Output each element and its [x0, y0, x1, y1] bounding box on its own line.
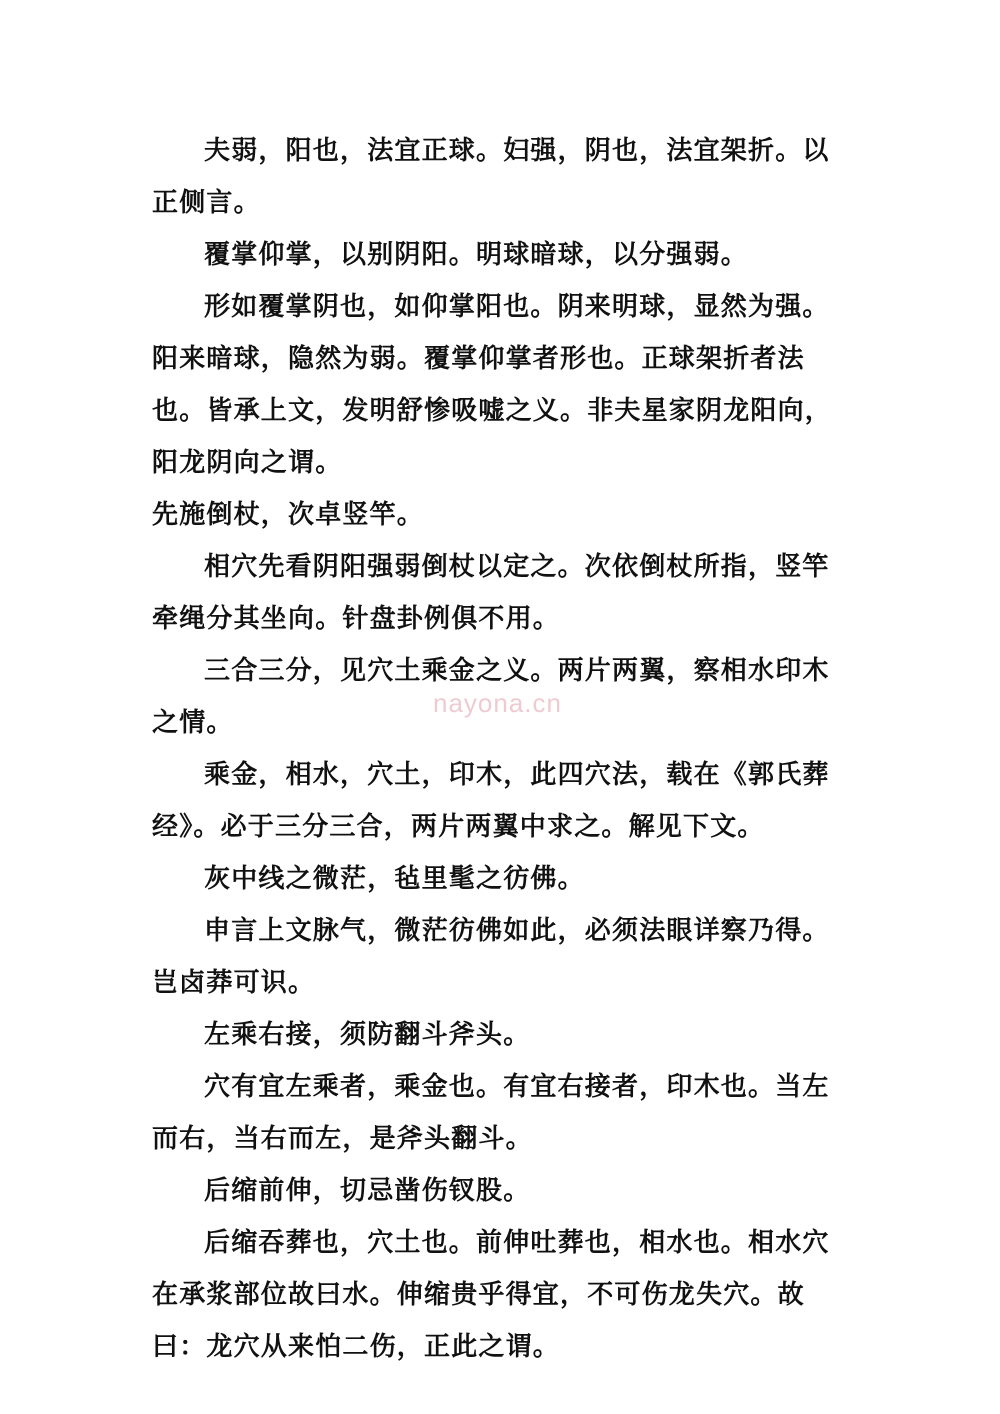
paragraph: 申言上文脉气，微茫彷佛如此，必须法眼详察乃得。岂卤莽可识。: [152, 916, 830, 998]
paragraph: 后缩前伸，切忌凿伤钗股。: [204, 1176, 531, 1206]
paragraph: 乘金，相水，穴土，印木，此四穴法，载在《郭氏葬经》。必于三分三合，两片两翼中求之。解见下文。: [152, 760, 830, 842]
paragraph: 相穴先看阴阳强弱倒杖以定之。次依倒杖所指，竖竿牵绳分其坐向。针盘卦例俱不用。: [152, 552, 830, 634]
paragraph: 覆掌仰掌，以别阴阳。明球暗球，以分强弱。: [204, 240, 749, 270]
paragraph: 左乘右接，须防翻斗斧头。: [204, 1020, 531, 1050]
paragraph: 灰中线之微茫，毡里髦之彷佛。: [204, 864, 585, 894]
paragraph: 形如覆掌阴也，如仰掌阳也。阴来明球，显然为强。阳来暗球，隐然为弱。覆掌仰掌者形也。正球架折者法也。皆承上文，发明舒惨吸嘘之义。非夫星家阴龙阳向，阳龙阴向之谓。: [152, 292, 833, 478]
body-text: [152, 125, 852, 1373]
paragraph: 后缩吞葬也，穴土也。前伸吐葬也，相水也。相水穴在承浆部位故曰水。伸缩贵乎得宜，不可伤龙失穴。故曰：龙穴从来怕二伤，正此之谓。: [152, 1228, 830, 1362]
paragraph: 先施倒杖，次卓竖竿。: [152, 500, 425, 530]
paragraph: 夫弱，阳也，法宜正球。妇强，阴也，法宜架折。以正侧言。: [152, 136, 830, 218]
paragraph: 穴有宜左乘者，乘金也。有宜右接者，印木也。当左而右，当右而左，是斧头翻斗。: [152, 1072, 830, 1154]
watermark: nayona.cn: [433, 688, 562, 718]
paragraph: 三合三分，见穴土乘金之义。两片两翼，察相水印木之情。: [152, 656, 830, 738]
